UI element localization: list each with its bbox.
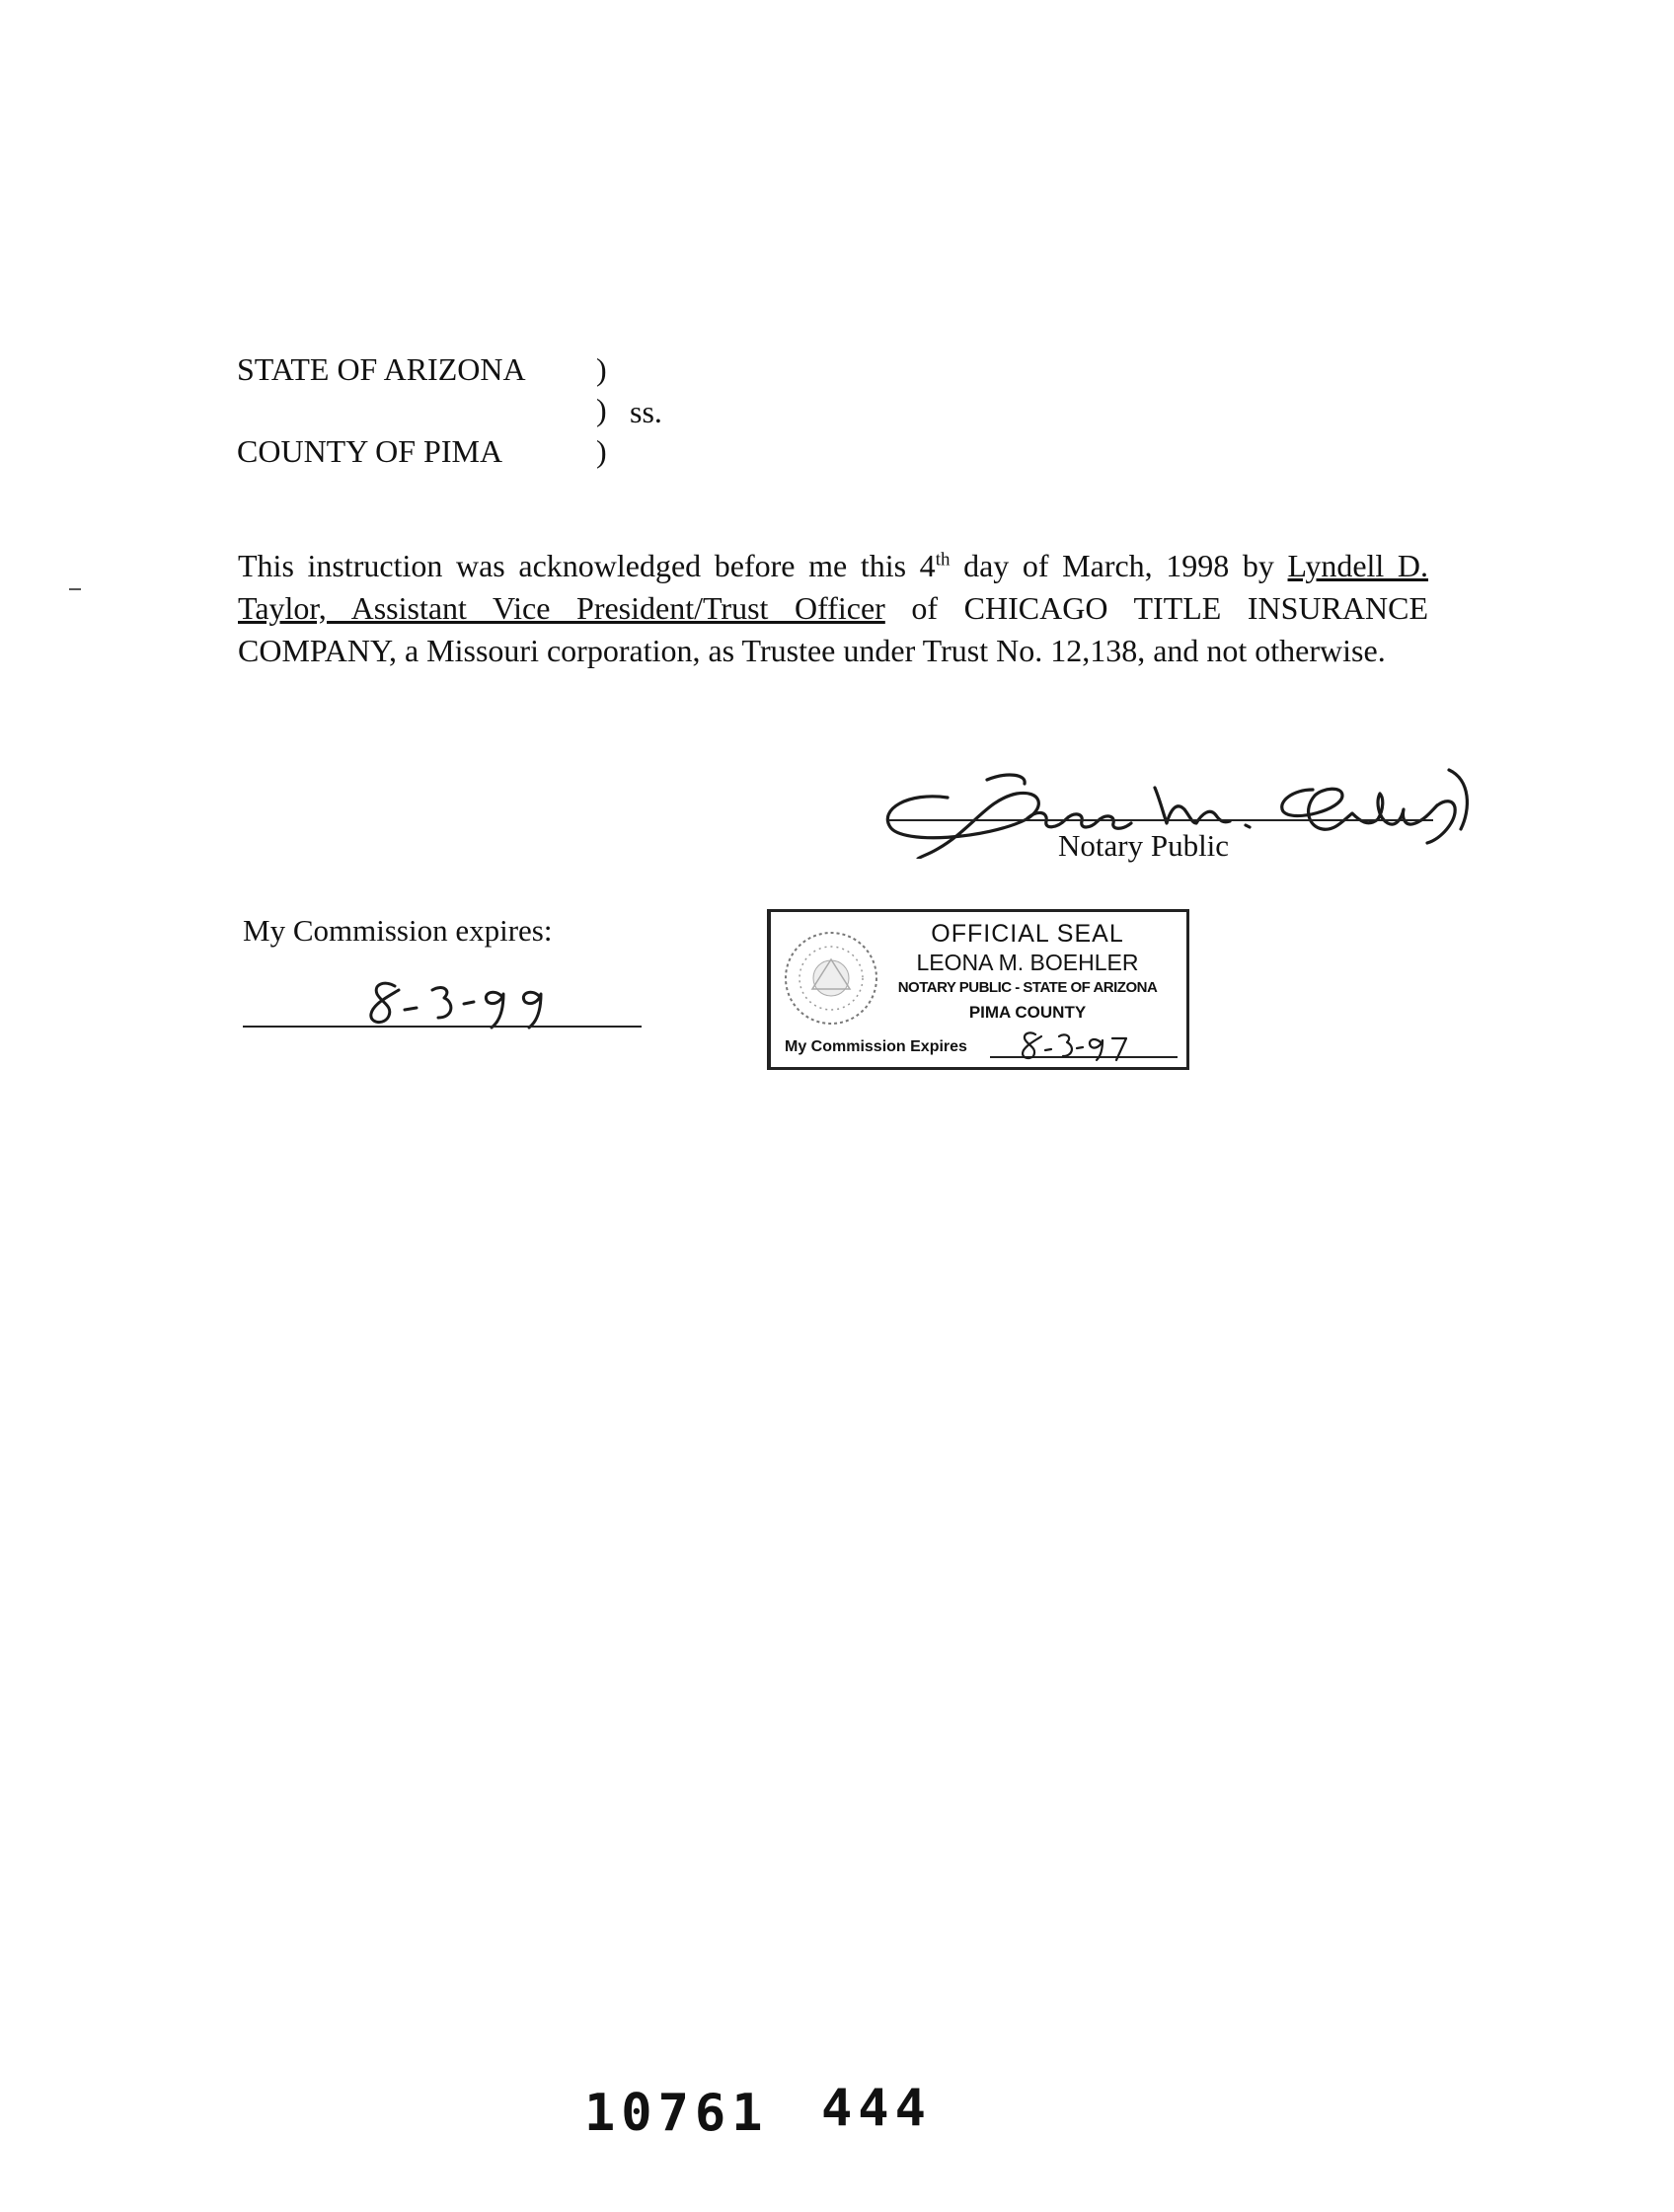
venue-paren-3: ) xyxy=(596,433,607,469)
ack-signer: Lyndell D. Taylor, Assistant Vice President/Trust Officer xyxy=(238,548,1429,626)
seal-county-line: PIMA COUNTY xyxy=(968,1003,1087,1022)
seal-state-line: NOTARY PUBLIC - STATE OF ARIZONA xyxy=(897,979,1158,996)
seal-name: LEONA M. BOEHLER xyxy=(916,950,1139,975)
venue-paren-1: ) xyxy=(596,351,607,387)
commission-date-line xyxy=(243,1026,642,1028)
seal-expires-handwritten xyxy=(1018,1029,1136,1062)
commission-date-handwritten xyxy=(355,972,582,1031)
seal-heading: OFFICIAL SEAL xyxy=(931,920,1124,948)
ack-text-2: day of March, 1998 by xyxy=(950,548,1288,583)
venue-state: STATE OF ARIZONA xyxy=(237,351,526,387)
docket-number: 10761 xyxy=(584,2084,769,2143)
commission-label: My Commission expires: xyxy=(243,913,553,948)
venue-ss: ss. xyxy=(630,394,662,429)
page-number: 444 xyxy=(821,2079,932,2138)
notary-public-label: Notary Public xyxy=(1058,828,1230,863)
ack-text-3: of CHICAGO TITLE INSURANCE COMPANY, a Missouri corporation, as Trustee under Trust No. 12,138, and not otherwise. xyxy=(238,590,1429,668)
ack-day-suffix: th xyxy=(935,549,951,571)
margin-mark xyxy=(69,588,81,590)
official-seal-stamp xyxy=(767,909,1189,1070)
ack-text-1: This instruction was acknowledged before me this 4 xyxy=(238,548,936,583)
acknowledgment-paragraph xyxy=(238,545,1428,672)
seal-expires-label: My Commission Expires xyxy=(785,1038,967,1055)
venue-county: COUNTY OF PIMA xyxy=(237,433,503,469)
venue-paren-2: ) xyxy=(596,392,607,427)
signature-line xyxy=(888,819,1433,821)
seal-emblem-icon xyxy=(783,930,879,1027)
